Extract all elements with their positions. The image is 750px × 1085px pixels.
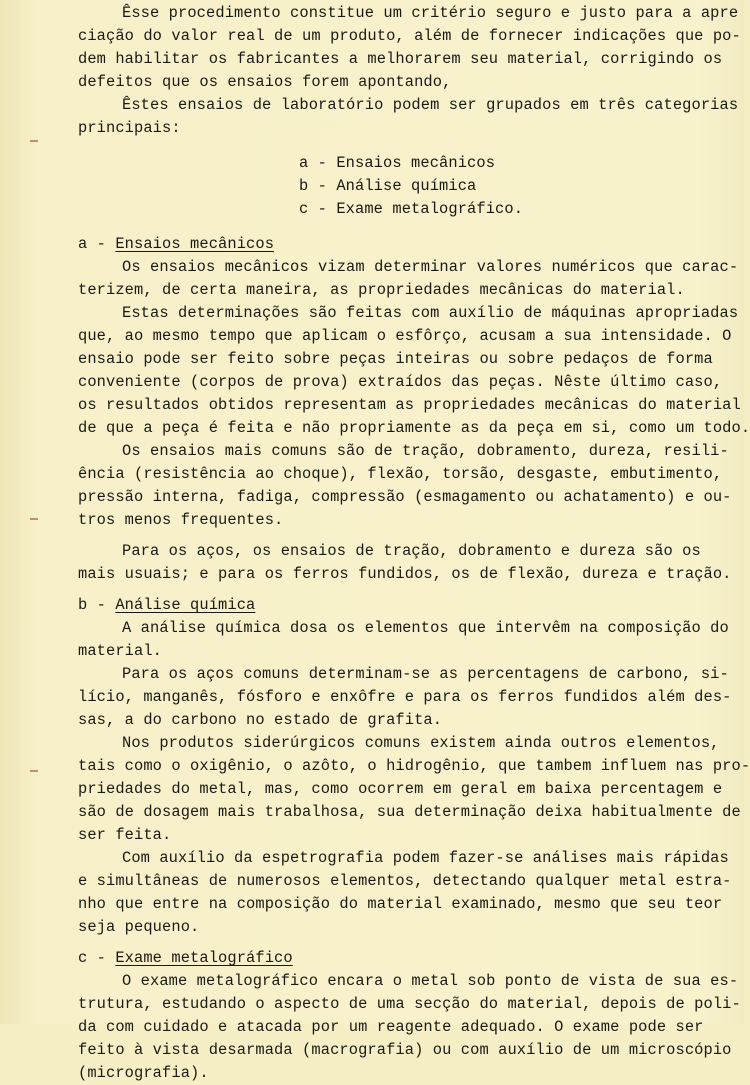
text-line: (micrografia).: [78, 1064, 209, 1082]
text-line: lício, manganês, fósforo e enxôfre e para os ferros fundidos além des-: [78, 688, 732, 706]
text-line: conveniente (corpos de prova) extraídos das peças. Nêste último caso,: [78, 373, 723, 391]
categories-intro-paragraph: [78, 94, 739, 140]
section-heading: [78, 947, 708, 970]
section-c: [78, 947, 741, 1085]
text-line: seja pequeno.: [78, 918, 200, 936]
text-line: nho que entre na composição do material examinado, mesmo que seu teor: [78, 895, 723, 913]
text-line: os resultados obtidos representam as propriedades mecânicas do material: [78, 396, 741, 414]
text-line: priedades do metal, mas, como ocorrem em geral em baixa percentagem e: [78, 780, 723, 798]
text-line: ciação do valor real de um produto, além de fornecer indicações que po-: [78, 27, 741, 45]
section-heading: [78, 233, 708, 256]
text-line: Estas determinações são feitas com auxílio de máquinas apropriadas: [122, 304, 739, 322]
margin-mark: [30, 770, 38, 772]
text-line: material.: [78, 642, 163, 660]
section-title: Exame metalográfico: [115, 949, 293, 967]
section-b: [78, 594, 750, 939]
text-line: e simultâneas de numerosos elementos, detectando qualquer metal estra-: [78, 872, 732, 890]
section-title: Análise química: [115, 596, 256, 614]
text-line: ser feita.: [78, 826, 172, 844]
list-item: c - Exame metalográfico.: [299, 200, 524, 218]
text-line: Para os aços comuns determinam-se as percentagens de carbono, si-: [122, 665, 729, 683]
list-item: b - Análise química: [299, 177, 477, 195]
text-line: dem habilitar os fabricantes a melhorarem seu material, corrigindo os: [78, 50, 723, 68]
text-line: Os ensaios mais comuns são de tração, dobramento, dureza, resili-: [122, 442, 729, 460]
page-text: [78, 0, 750, 1085]
margin-mark: [30, 140, 38, 142]
text-line: defeitos que os ensaios forem apontando,: [78, 73, 452, 91]
text-line: principais:: [78, 119, 181, 137]
section-a: [78, 233, 750, 586]
text-line: Êsse procedimento constitue um critério seguro e justo para a apre: [122, 4, 739, 22]
text-line: da com cuidado e atacada por um reagente adequado. O exame pode ser: [78, 1018, 704, 1036]
text-line: tros menos frequentes.: [78, 511, 284, 529]
text-line: feito à vista desarmada (macrografia) ou com auxílio de um microscópio: [78, 1041, 732, 1059]
text-line: Nos produtos siderúrgicos comuns existem ainda outros elementos,: [122, 734, 720, 752]
category-list: [78, 152, 708, 221]
section-heading: [78, 594, 708, 617]
section-prefix: a -: [78, 235, 116, 253]
text-line: ência (resistência ao choque), flexão, torsão, desgaste, embutimento,: [78, 465, 723, 483]
text-line: Êstes ensaios de laboratório podem ser grupados em três categorias: [122, 96, 739, 114]
margin-mark: [30, 518, 38, 520]
section-prefix: b -: [78, 596, 116, 614]
list-item: a - Ensaios mecânicos: [299, 154, 496, 172]
text-line: são de dosagem mais trabalhosa, sua determinação deixa habitualmente de: [78, 803, 741, 821]
section-title: Ensaios mecânicos: [115, 235, 275, 253]
text-line: tais como o oxigênio, o azôto, o hidrogênio, que tambem influem nas pro-: [78, 757, 750, 775]
text-line: sas, a do carbono no estado de grafita.: [78, 711, 443, 729]
text-line: ensaio pode ser feito sobre peças inteiras ou sobre pedaços de forma: [78, 350, 713, 368]
section-prefix: c -: [78, 949, 116, 967]
text-line: mais usuais; e para os ferros fundidos, os de flexão, dureza e tração.: [78, 565, 732, 583]
text-line: Os ensaios mecânicos vizam determinar valores numéricos que carac-: [122, 258, 739, 276]
text-line: de que a peça é feita e não propriamente as da peça em si, como um todo.: [78, 419, 750, 437]
text-line: terizem, de certa maneira, as propriedades mecânicas do material.: [78, 281, 685, 299]
text-line: A análise química dosa os elementos que intervêm na composição do: [122, 619, 729, 637]
intro-paragraph: [78, 2, 741, 94]
text-line: trutura, estudando o aspecto de uma secção do material, depois de poli-: [78, 995, 741, 1013]
text-line: Para os aços, os ensaios de tração, dobramento e dureza são os: [122, 542, 701, 560]
text-line: pressão interna, fadiga, compressão (esmagamento ou achatamento) e ou-: [78, 488, 732, 506]
text-line: que, ao mesmo tempo que aplicam o esfôrço, acusam a sua intensidade. O: [78, 327, 732, 345]
text-line: O exame metalográfico encara o metal sob ponto de vista de sua es-: [122, 972, 739, 990]
text-line: Com auxílio da espetrografia podem fazer-se análises mais rápidas: [122, 849, 729, 867]
